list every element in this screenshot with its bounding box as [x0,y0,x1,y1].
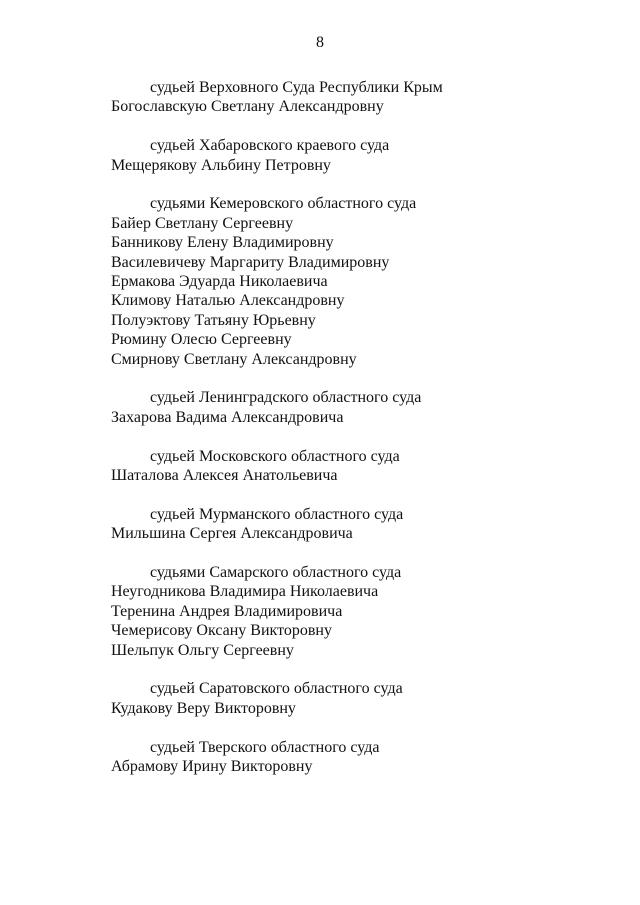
judge-name: Шаталова Алексея Анатольевича [111,467,338,485]
judge-name: Чемерисову Оксану Викторовну [111,622,332,640]
court-section-khabarovsk [111,136,611,175]
judge-name: Шельпук Ольгу Сергеевну [111,641,294,659]
judge-name: Теренина Андрея Владимировича [111,602,343,620]
judge-name: Неугодникова Владимира Николаевича [111,583,379,601]
judge-name: Кудакову Веру Викторовну [111,699,296,717]
page-number: 8 [316,34,324,51]
court-section-murmansk [111,505,611,544]
court-heading: судьей Хабаровского краевого суда [150,137,390,155]
court-section-leningrad [111,388,611,427]
judge-name: Абрамову Ирину Викторовну [111,758,313,776]
court-heading: судьей Верховного Суда Республики Крым [150,79,443,96]
judge-name: Климову Наталью Александровну [111,292,345,310]
court-heading: судьей Тверского областного суда [150,738,380,756]
judge-name: Рюмину Олесю Сергеевну [111,331,292,349]
judge-name: Богославскую Светлану Александровну [111,98,384,116]
judge-name: Ермакова Эдуарда Николаевича [111,273,328,291]
judge-name: Мильшина Сергея Александровича [111,525,353,543]
court-section-crimea [111,78,611,117]
court-heading: судьей Саратовского областного суда [150,680,403,698]
court-section-tver [111,738,611,777]
judge-name: Захарова Вадима Александровича [111,408,344,426]
judge-name: Мещерякову Альбину Петровну [111,156,331,174]
judge-name: Смирнову Светлану Александровну [111,350,357,368]
court-section-saratov [111,679,611,718]
judge-name: Банникову Елену Владимировну [111,234,334,252]
judge-name: Василевичеву Маргариту Владимировну [111,253,390,271]
judge-name: Полуэктову Татьяну Юрьевну [111,311,316,329]
court-heading: судьей Мурманского областного суда [150,505,404,523]
court-heading: судьей Московского областного суда [150,447,400,465]
court-heading: судьями Самарского областного суда [150,564,402,582]
appointment-list [111,78,611,796]
judge-name: Байер Светлану Сергеевну [111,214,294,232]
court-heading: судьями Кемеровского областного суда [150,195,417,213]
court-section-kemerovo [111,194,611,369]
court-heading: судьей Ленинградского областного суда [150,389,422,407]
court-section-samara [111,563,611,660]
court-section-moscow-oblast [111,447,611,486]
